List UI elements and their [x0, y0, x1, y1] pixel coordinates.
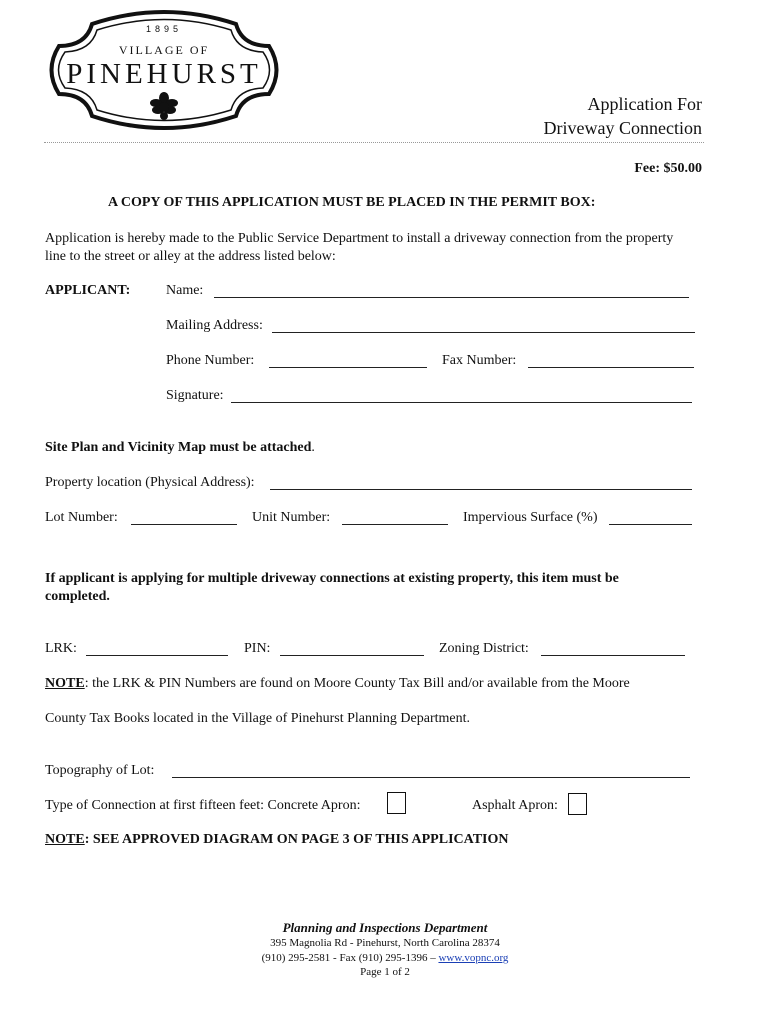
topography-field[interactable] — [172, 777, 690, 778]
site-plan-note — [45, 440, 315, 456]
header-divider — [44, 142, 704, 143]
footer-department: Planning and Inspections Department — [282, 920, 488, 935]
note-1-line-2: County Tax Books located in the Village of Pinehurst Planning Department. — [45, 711, 470, 726]
lot-number-field[interactable] — [131, 524, 237, 525]
name-label: Name: — [166, 283, 204, 298]
concrete-apron-checkbox[interactable] — [387, 792, 406, 814]
intro-line-2: line to the street or alley at the address listed below: — [45, 249, 336, 264]
fax-number-field[interactable] — [528, 367, 694, 368]
footer-page-number: Page 1 of 2 — [360, 966, 410, 978]
logo-year: 1895 — [145, 24, 183, 34]
multiple-connections-line-1: If applicant is applying for multiple driveway connections at existing property, this item must be — [45, 571, 619, 586]
zoning-district-field[interactable] — [541, 655, 685, 656]
village-logo — [44, 6, 284, 136]
asphalt-apron-label: Asphalt Apron: — [472, 798, 558, 813]
signature-field[interactable] — [231, 402, 692, 403]
asphalt-apron-checkbox[interactable] — [568, 793, 587, 815]
title-line-2: Driveway Connection — [543, 118, 702, 138]
footer-website-link[interactable]: www.vopnc.org — [438, 952, 509, 964]
pin-field[interactable] — [280, 655, 424, 656]
note-2 — [45, 832, 508, 848]
notice-text: A COPY OF THIS APPLICATION MUST BE PLACED IN THE PERMIT BOX: — [108, 195, 596, 210]
note-1-label: NOTE — [45, 676, 85, 691]
signature-label: Signature: — [166, 388, 224, 403]
property-location-label: Property location (Physical Address): — [45, 475, 255, 490]
mailing-address-label: Mailing Address: — [166, 318, 263, 333]
title-line-1: Application For — [587, 94, 702, 114]
zoning-district-label: Zoning District: — [439, 641, 529, 656]
lot-number-label: Lot Number: — [45, 510, 118, 525]
impervious-surface-label: Impervious Surface (%) — [463, 510, 598, 525]
applicant-heading: APPLICANT: — [45, 283, 131, 298]
footer-phones: (910) 295-2581 - Fax (910) 295-1396 – — [261, 952, 439, 964]
multiple-connections-line-2: completed. — [45, 589, 110, 604]
lrk-field[interactable] — [86, 655, 228, 656]
topography-label: Topography of Lot: — [45, 763, 155, 778]
logo-name: PINEHURST — [66, 58, 262, 90]
name-field[interactable] — [214, 297, 689, 298]
note-2-text: : SEE APPROVED DIAGRAM ON PAGE 3 OF THIS APPLICATION — [84, 832, 509, 847]
footer-contact — [0, 952, 770, 964]
site-plan-tail: . — [311, 440, 315, 455]
footer-address: 395 Magnolia Rd - Pinehurst, North Carolina 28374 — [270, 937, 500, 949]
lrk-label: LRK: — [45, 641, 77, 656]
note-1-line-1 — [45, 676, 630, 692]
logo-village: VILLAGE OF — [118, 43, 210, 57]
unit-number-field[interactable] — [342, 524, 448, 525]
site-plan-bold: Site Plan and Vicinity Map must be attached — [45, 440, 312, 455]
fax-number-label: Fax Number: — [442, 353, 517, 368]
fee-text: Fee: $50.00 — [634, 161, 702, 176]
property-location-field[interactable] — [270, 489, 692, 490]
unit-number-label: Unit Number: — [252, 510, 331, 525]
note-1-text: : the LRK & PIN Numbers are found on Moore County Tax Bill and/or available from the Moore — [84, 676, 630, 691]
note-2-label: NOTE — [45, 832, 85, 847]
connection-type-label: Type of Connection at first fifteen feet: Concrete Apron: — [45, 798, 361, 813]
pinecone-icon — [150, 92, 178, 120]
pin-label: PIN: — [244, 641, 271, 656]
phone-number-label: Phone Number: — [166, 353, 255, 368]
impervious-surface-field[interactable] — [609, 524, 692, 525]
intro-line-1: Application is hereby made to the Public Service Department to install a driveway connection from the property — [45, 231, 674, 246]
mailing-address-field[interactable] — [272, 332, 695, 333]
phone-number-field[interactable] — [269, 367, 427, 368]
